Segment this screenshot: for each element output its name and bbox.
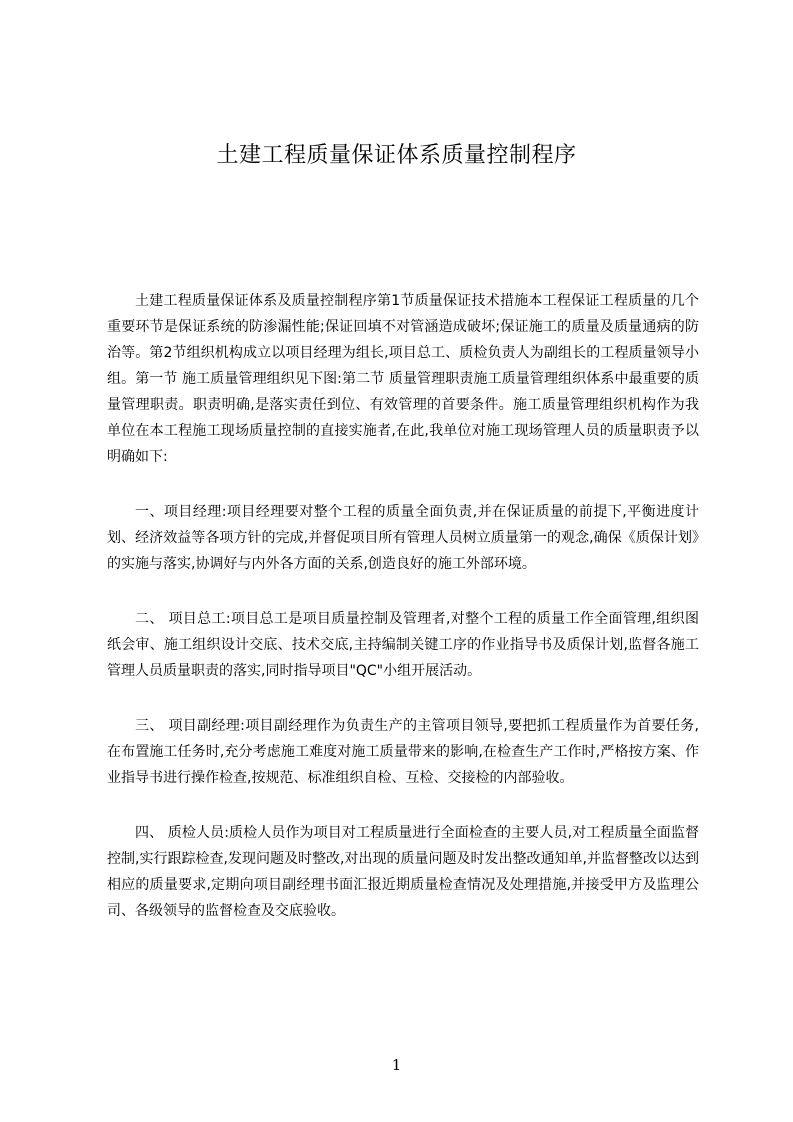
paragraph-deputy-manager: 三、 项目副经理:项目副经理作为负责生产的主管项目领导,要把抓工程质量作为首要任务,在布置施工任务时,充分考虑施工难度对施工质量带来的影响,在检查生产工作时,严格按方案、作业指导书进行操作检查,按规范、标准组织自检、互检、交接检的内部验收。 bbox=[107, 718, 699, 786]
document-body bbox=[107, 288, 699, 953]
paragraph-chief-engineer: 二、 项目总工:项目总工是项目质量控制及管理者,对整个工程的质量工作全面管理,组织图纸会审、施工组织设计交底、技术交底,主持编制关键工序的作业指导书及质保计划,监督各施工管理人员质量职责的落实,同时指导项目"QC"小组开展活动。 bbox=[107, 611, 699, 679]
document-title: 土建工程质量保证体系质量控制程序 bbox=[216, 143, 577, 168]
paragraph-intro: 土建工程质量保证体系及质量控制程序第1节质量保证技术措施本工程保证工程质量的几个重要环节是保证系统的防渗漏性能;保证回填不对管涵造成破坏;保证施工的质量及质量通病的防治等。第2节组织机构成立以项目经理为组长,项目总工、质检负责人为副组长的工程质量领导小组。第一节 施工质量管理组织见下图:第二节 质量管理职责施工质量管理组织体系中最重要的质量管理职责。职责明确,是落实责任到位、有效管理的首要条件。施工质量管理组织机构作为我单位在本工程施工现场质量控制的直接实施者,在此,我单位对施工现场管理人员的质量职责予以明确如下: bbox=[107, 293, 699, 465]
page-number: 1 bbox=[391, 1056, 402, 1074]
paragraph-project-manager: 一、项目经理:项目经理要对整个工程的质量全面负责,并在保证质量的前提下,平衡进度计划、经济效益等各项方针的完成,并督促项目所有管理人员树立质量第一的观念,确保《质保计划》的实施与落实,协调好与内外各方面的关系,创造良好的施工外部环境。 bbox=[107, 504, 699, 572]
paragraph-quality-inspector: 四、 质检人员:质检人员作为项目对工程质量进行全面检查的主要人员,对工程质量全面监督控制,实行跟踪检查,发现问题及时整改,对出现的质量问题及时发出整改通知单,并监督整改以达到相应的质量要求,定期向项目副经理书面汇报近期质量检查情况及处理措施,并接受甲方及监理公司、各级领导的监督检查及交底验收。 bbox=[107, 825, 699, 919]
